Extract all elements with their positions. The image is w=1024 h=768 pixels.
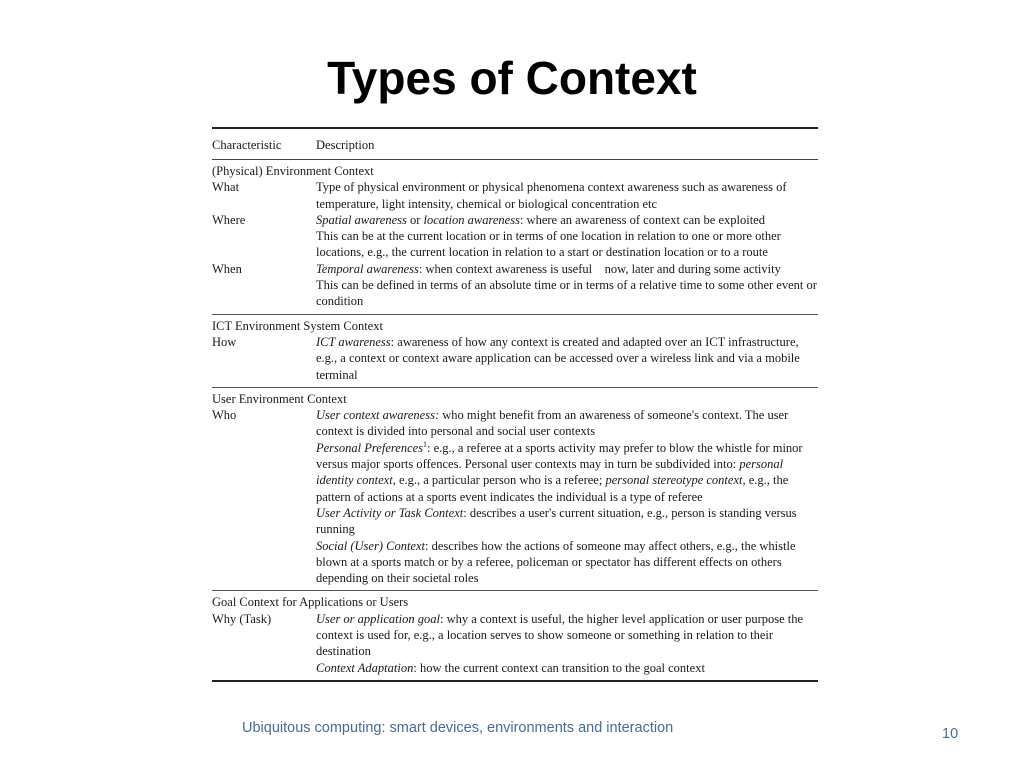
- where-p1-rest: : where an awareness of context can be exploited: [519, 212, 765, 227]
- row-label-when: When: [212, 261, 242, 276]
- row-why: [212, 611, 818, 676]
- who-p3-rest: : describes a user's current situation, e.g., person is standing versus running: [316, 505, 797, 537]
- row-desc-when: [316, 261, 818, 310]
- when-desc-p1: [316, 261, 818, 277]
- why-desc-p2: [316, 660, 818, 676]
- slide-footer: Ubiquitous computing: smart devices, environments and interaction: [242, 720, 674, 736]
- term-location-awareness: location awareness: [423, 212, 520, 227]
- footnote-marker: 1: [423, 439, 428, 449]
- why-p1-rest: : why a context is useful, the higher level application or user purpose the context is used for, e.g., a location serves to show someone or something in relation to their destination: [316, 611, 804, 659]
- section-goal-context: [212, 590, 818, 679]
- row-where: [212, 212, 818, 261]
- term-personal-identity-context: personal identity context: [316, 457, 784, 488]
- table-header-row: [212, 129, 818, 159]
- term-temporal-awareness: Temporal awareness: [316, 261, 419, 276]
- term-social-user-context: Social (User) Context: [316, 538, 426, 553]
- slide-title: Types of Context: [327, 52, 697, 104]
- what-desc-p1: Type of physical environment or physical phenomena context awareness such as awareness of temperature, light intensity, chemical or biological concentration etc: [316, 180, 787, 211]
- section-user-environment: [212, 387, 818, 591]
- section-title-user: User Environment Context: [212, 391, 347, 406]
- where-p1-mid: or: [406, 212, 424, 227]
- row-who: [212, 407, 818, 586]
- section-title-goal: Goal Context for Applications or Users: [212, 595, 409, 610]
- context-types-table: [212, 127, 818, 682]
- row-desc-why: [316, 611, 818, 676]
- who-p4-rest: : describes how the actions of someone may affect others, e.g., the whistle blown at a sports match or by a referee, policeman or spectator has different effects on others depending on their societal roles: [316, 538, 796, 586]
- header-characteristic: Characteristic: [212, 138, 282, 152]
- term-user-activity-context: User Activity or Task Context: [316, 505, 464, 520]
- how-p1-rest: : awareness of how any context is created and adapted over an ICT infrastructure, e.g., a context or context aware application can be accessed over a wireless link and via a mobile terminal: [316, 334, 800, 382]
- row-desc-how: [316, 334, 818, 383]
- header-description: Description: [316, 138, 375, 152]
- term-ict-awareness: ICT awareness: [316, 334, 391, 349]
- row-how: [212, 334, 818, 383]
- why-desc-p1: [316, 611, 818, 660]
- row-when: [212, 261, 818, 310]
- row-desc-where: [316, 212, 818, 261]
- row-desc-what: [316, 179, 818, 212]
- when-p1-rest: : when context awareness is useful now, later and during some activity: [418, 261, 781, 276]
- where-desc-p1: [316, 212, 818, 228]
- row-desc-who: [316, 407, 818, 586]
- row-label-who: Who: [212, 408, 237, 423]
- who-p2-mid: , e.g., a particular person who is a referee;: [392, 473, 606, 488]
- section-physical-environment: [212, 160, 818, 314]
- why-p2-rest: : how the current context can transition to the goal context: [413, 660, 705, 675]
- slide-page-number: 10: [942, 726, 959, 742]
- section-title-ict: ICT Environment System Context: [212, 318, 383, 333]
- term-spatial-awareness: Spatial awareness: [316, 212, 407, 227]
- term-personal-stereotype-context: personal stereotype context: [605, 473, 743, 488]
- who-p2-rest2: , e.g., the pattern of actions at a sports event indicates the individual is a type of referee: [316, 473, 789, 504]
- section-ict-environment: [212, 314, 818, 387]
- who-desc-p1: [316, 407, 818, 440]
- row-label-where: Where: [212, 212, 246, 227]
- term-context-adaptation: Context Adaptation: [316, 660, 414, 675]
- term-user-context-awareness: User context awareness:: [316, 408, 440, 423]
- table-bottom-rule: [212, 680, 818, 682]
- who-p2-rest: : e.g., a referee at a sports activity may prefer to blow the whistle for minor versus major sports offences. Personal user contexts may in turn be subdivided into:: [316, 440, 803, 472]
- where-desc-p2: This can be at the current location or in terms of one location in relation to one or more other locations, e.g., the current location in relation to a start or destination location or to a route: [316, 229, 781, 260]
- how-desc-p1: [316, 334, 818, 383]
- term-user-or-application-goal: User or application goal: [316, 611, 440, 626]
- section-title-physical: (Physical) Environment Context: [212, 164, 374, 178]
- who-desc-p4: [316, 538, 818, 587]
- who-p1-rest: who might benefit from an awareness of someone's context. The user context is divided into personal and social user contexts: [316, 408, 789, 439]
- row-label-how: How: [212, 334, 237, 349]
- row-label-why: Why (Task): [212, 611, 272, 626]
- who-desc-p3: [316, 505, 818, 538]
- who-desc-p2: [316, 440, 818, 505]
- row-what: [212, 179, 818, 212]
- term-personal-preferences: Personal Preferences: [316, 440, 424, 455]
- when-desc-p2: This can be defined in terms of an absolute time or in terms of a relative time to some other event or condition: [316, 278, 817, 309]
- row-label-what: What: [212, 180, 240, 195]
